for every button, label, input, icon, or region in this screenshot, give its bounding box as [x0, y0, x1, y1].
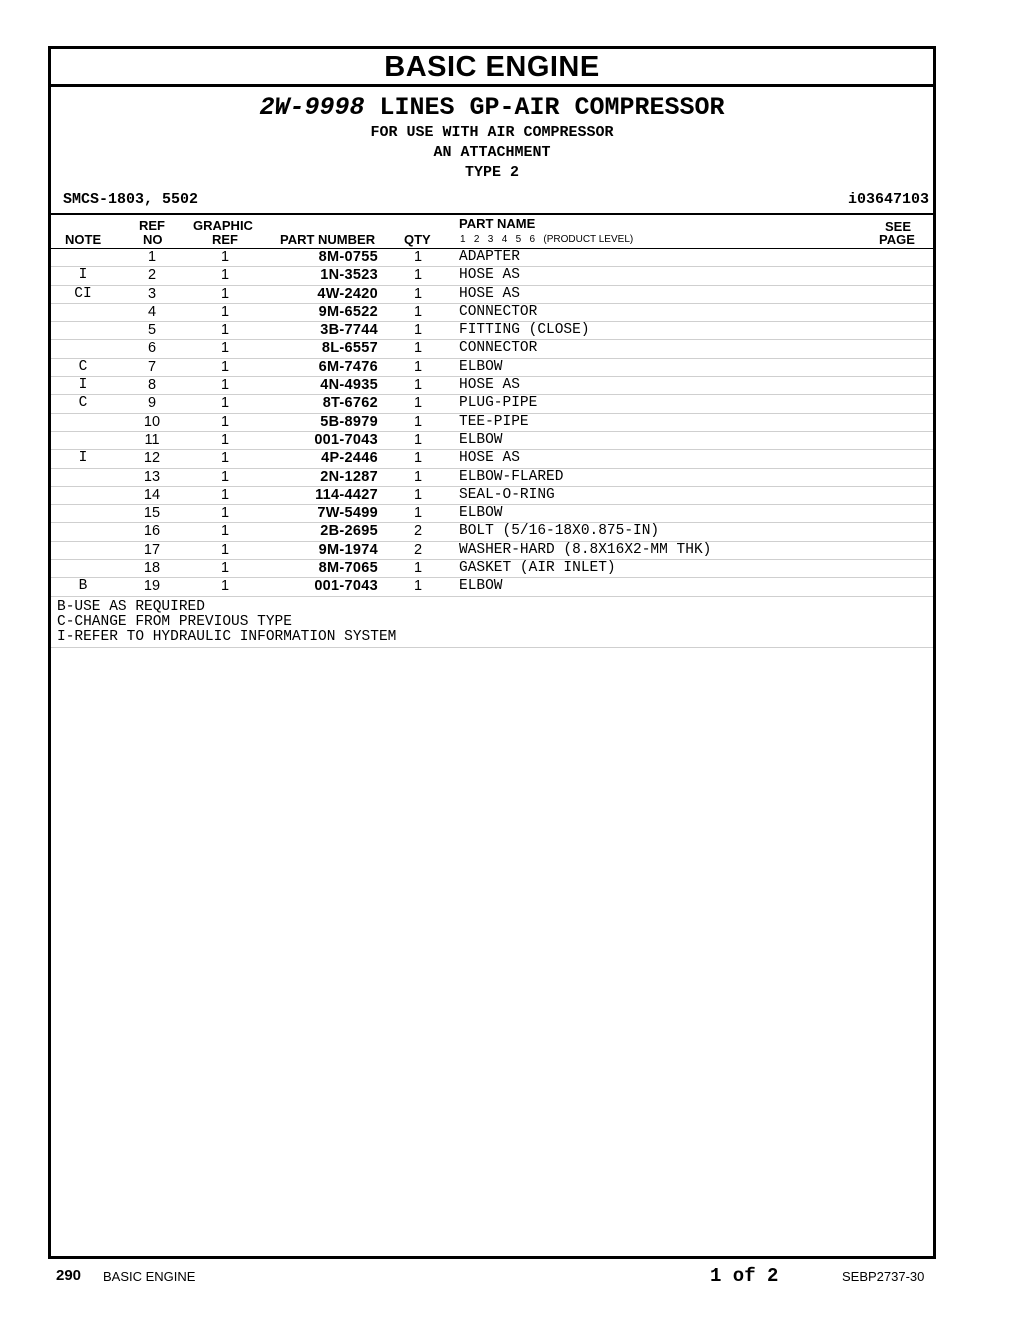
header-graphic-bottom: REF	[212, 232, 238, 247]
row-ref-no: 7	[147, 358, 157, 375]
row-qty: 1	[413, 431, 423, 448]
row-graphic-ref: 1	[220, 340, 230, 357]
note-c: C-CHANGE FROM PREVIOUS TYPE	[57, 613, 292, 630]
row-graphic-ref: 1	[220, 285, 230, 302]
smcs-row	[51, 189, 933, 215]
table-row	[51, 469, 933, 487]
table-row	[51, 432, 933, 450]
footer-section: BASIC ENGINE	[103, 1269, 196, 1284]
smcs-code: SMCS-1803, 5502	[63, 191, 199, 208]
row-graphic-ref: 1	[220, 523, 230, 540]
page-frame	[48, 46, 936, 1259]
group-name: LINES GP-AIR COMPRESSOR	[379, 93, 725, 122]
subtitle-line-1: FOR USE WITH AIR COMPRESSOR	[370, 124, 614, 141]
row-part-name: CONNECTOR	[459, 340, 538, 357]
row-part-name: BOLT (5/16-18X0.875-IN)	[459, 523, 660, 540]
row-part-name: ELBOW-FLARED	[459, 468, 564, 485]
row-qty: 1	[413, 450, 423, 467]
table-row	[51, 487, 933, 505]
row-part-name: HOSE AS	[459, 450, 520, 467]
row-part-number: 4W-2420	[317, 285, 378, 302]
row-part-number: 2N-1287	[320, 468, 378, 485]
table-row	[51, 414, 933, 432]
row-qty: 1	[413, 322, 423, 339]
row-part-number: 9M-6522	[318, 303, 378, 320]
row-part-number: 2B-2695	[320, 523, 378, 540]
row-graphic-ref: 1	[220, 431, 230, 448]
row-part-number: 8T-6762	[322, 395, 378, 412]
row-part-name: GASKET (AIR INLET)	[459, 560, 616, 577]
row-ref-no: 9	[147, 395, 157, 412]
section-title: BASIC ENGINE	[51, 49, 933, 87]
header-see-top: SEE	[885, 219, 912, 234]
table-row	[51, 304, 933, 322]
row-part-number: 001-7043	[314, 431, 378, 448]
row-qty: 1	[413, 486, 423, 503]
table-row	[51, 267, 933, 285]
row-note: C	[78, 395, 88, 412]
row-qty: 1	[413, 285, 423, 302]
column-headers	[51, 215, 933, 249]
illustration-id: i03647103	[847, 191, 929, 208]
footer-doc-id: SEBP2737-30	[842, 1269, 925, 1284]
row-part-name: ELBOW	[459, 578, 503, 595]
row-ref-no: 13	[143, 468, 161, 485]
row-part-number: 1N-3523	[320, 267, 378, 284]
row-part-number: 8M-0755	[318, 249, 378, 265]
header-note: NOTE	[65, 232, 102, 247]
row-part-number: 9M-1974	[318, 541, 378, 558]
row-qty: 1	[413, 267, 423, 284]
row-qty: 1	[413, 395, 423, 412]
row-qty: 1	[413, 358, 423, 375]
group-title	[51, 93, 933, 123]
row-qty: 1	[413, 249, 423, 265]
header-part-number: PART NUMBER	[280, 232, 376, 247]
footer-page-number: 290	[56, 1267, 82, 1284]
row-graphic-ref: 1	[220, 468, 230, 485]
row-part-number: 6M-7476	[318, 358, 378, 375]
row-ref-no: 6	[147, 340, 157, 357]
row-graphic-ref: 1	[220, 303, 230, 320]
row-qty: 1	[413, 560, 423, 577]
header-product-level: 1 2 3 4 5 6 (PRODUCT LEVEL)	[460, 234, 634, 245]
table-row	[51, 450, 933, 468]
row-graphic-ref: 1	[220, 578, 230, 595]
row-ref-no: 19	[143, 578, 161, 595]
page-footer	[0, 1265, 1020, 1289]
row-note: I	[78, 450, 88, 467]
note-b: B-USE AS REQUIRED	[57, 598, 205, 615]
table-row	[51, 523, 933, 541]
row-ref-no: 5	[147, 322, 157, 339]
header-graphic-top: GRAPHIC	[193, 218, 253, 233]
row-graphic-ref: 1	[220, 450, 230, 467]
row-part-name: HOSE AS	[459, 377, 520, 394]
row-part-name: ELBOW	[459, 358, 503, 375]
row-graphic-ref: 1	[220, 377, 230, 394]
row-ref-no: 18	[143, 560, 161, 577]
table-row	[51, 578, 933, 596]
row-qty: 2	[413, 523, 423, 540]
table-row	[51, 542, 933, 560]
table-row	[51, 249, 933, 267]
footer-page-of: 1 of 2	[710, 1265, 779, 1287]
row-part-name: WASHER-HARD (8.8X16X2-MM THK)	[459, 541, 712, 558]
row-part-name: ADAPTER	[459, 249, 520, 265]
row-graphic-ref: 1	[220, 486, 230, 503]
row-part-name: CONNECTOR	[459, 303, 538, 320]
row-graphic-ref: 1	[220, 358, 230, 375]
row-ref-no: 11	[144, 431, 160, 448]
row-ref-no: 1	[147, 249, 157, 265]
table-row	[51, 286, 933, 304]
table-row	[51, 322, 933, 340]
row-ref-no: 14	[143, 486, 161, 503]
row-part-number: 001-7043	[314, 578, 378, 595]
row-part-name: HOSE AS	[459, 267, 520, 284]
table-row	[51, 560, 933, 578]
row-part-number: 3B-7744	[320, 322, 378, 339]
row-graphic-ref: 1	[220, 267, 230, 284]
row-ref-no: 17	[143, 541, 161, 558]
row-part-name: TEE-PIPE	[459, 413, 529, 430]
table-row	[51, 395, 933, 413]
header-qty: QTY	[404, 232, 431, 247]
row-ref-no: 3	[147, 285, 157, 302]
row-ref-no: 16	[143, 523, 161, 540]
table-row	[51, 377, 933, 395]
note-i: I-REFER TO HYDRAULIC INFORMATION SYSTEM	[57, 628, 397, 645]
header-ref-bottom: NO	[143, 232, 163, 247]
title-block	[51, 93, 933, 183]
row-graphic-ref: 1	[220, 395, 230, 412]
row-graphic-ref: 1	[220, 541, 230, 558]
row-part-name: ELBOW	[459, 505, 503, 522]
row-qty: 1	[413, 468, 423, 485]
table-row	[51, 505, 933, 523]
subtitle-line-2: AN ATTACHMENT	[433, 144, 551, 161]
row-graphic-ref: 1	[220, 249, 230, 265]
row-note: CI	[74, 285, 92, 302]
row-part-name: HOSE AS	[459, 285, 520, 302]
row-part-number: 114-4427	[315, 486, 378, 503]
row-ref-no: 15	[143, 505, 161, 522]
row-qty: 1	[413, 413, 423, 430]
parts-table	[51, 249, 933, 597]
row-part-name: ELBOW	[459, 431, 503, 448]
row-qty: 1	[413, 340, 423, 357]
header-ref-top: REF	[139, 218, 165, 233]
row-qty: 1	[413, 377, 423, 394]
group-part-number: 2W-9998	[259, 93, 365, 122]
row-part-name: PLUG-PIPE	[459, 395, 538, 412]
subtitle-line-3: TYPE 2	[464, 164, 519, 181]
row-part-number: 4P-2446	[321, 450, 378, 467]
row-part-number: 8M-7065	[318, 560, 378, 577]
table-row	[51, 340, 933, 358]
row-graphic-ref: 1	[220, 560, 230, 577]
row-qty: 1	[413, 578, 423, 595]
row-ref-no: 8	[147, 377, 157, 394]
row-part-number: 5B-8979	[320, 413, 378, 430]
row-graphic-ref: 1	[220, 322, 230, 339]
row-part-number: 8L-6557	[321, 340, 378, 357]
header-see-bottom: PAGE	[879, 232, 915, 247]
row-ref-no: 10	[143, 413, 161, 430]
row-note: C	[78, 358, 88, 375]
row-part-name: FITTING (CLOSE)	[459, 322, 590, 339]
row-note: B	[78, 578, 88, 595]
row-note: I	[78, 267, 88, 284]
notes-block	[51, 597, 933, 648]
row-ref-no: 2	[147, 267, 157, 284]
table-row	[51, 359, 933, 377]
row-qty: 1	[413, 505, 423, 522]
header-part-name: PART NAME	[459, 216, 536, 231]
row-graphic-ref: 1	[220, 505, 230, 522]
row-part-name: SEAL-O-RING	[459, 486, 555, 503]
row-part-number: 7W-5499	[317, 505, 378, 522]
row-qty: 2	[413, 541, 423, 558]
row-graphic-ref: 1	[220, 413, 230, 430]
row-qty: 1	[413, 303, 423, 320]
row-note: I	[78, 377, 88, 394]
row-part-number: 4N-4935	[320, 377, 378, 394]
row-ref-no: 4	[147, 303, 157, 320]
row-ref-no: 12	[143, 450, 161, 467]
